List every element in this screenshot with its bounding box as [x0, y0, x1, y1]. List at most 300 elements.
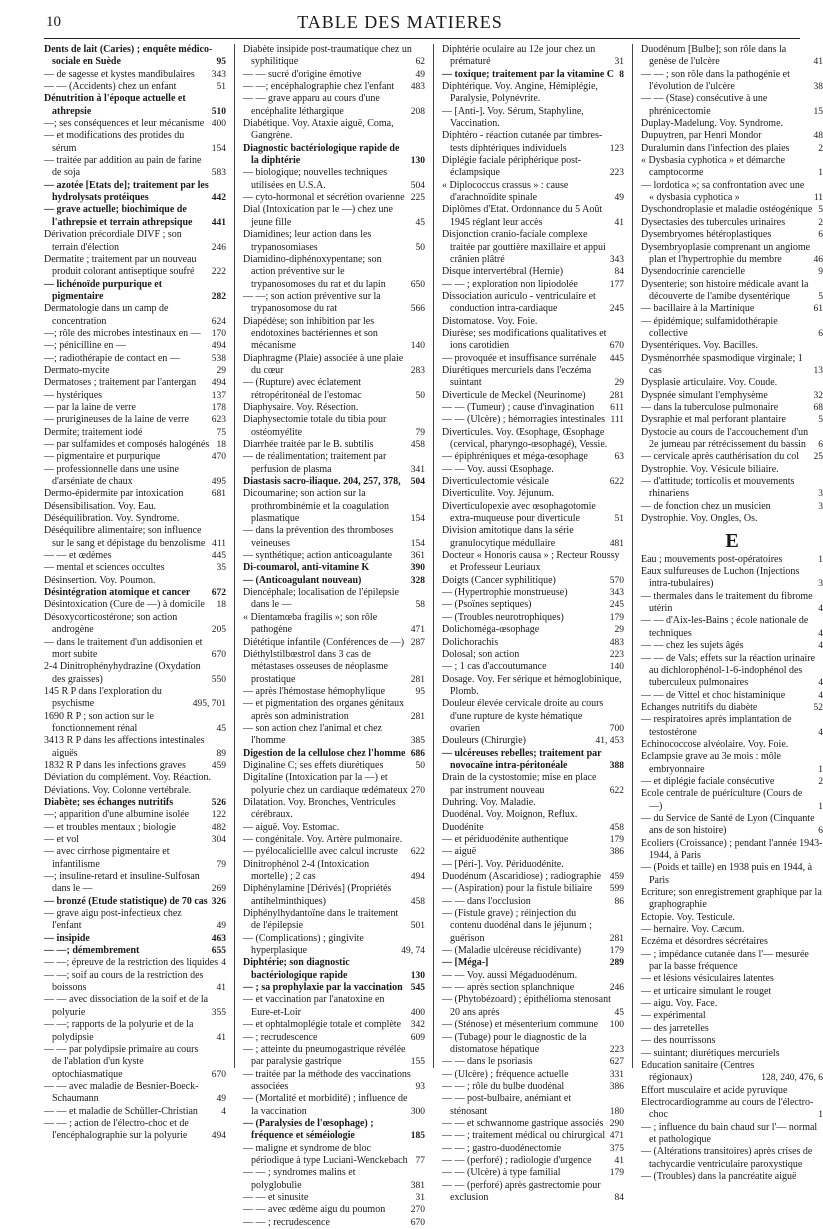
entry-page-ref: 686	[408, 748, 425, 760]
index-entry	[641, 1048, 823, 1060]
entry-page-ref: 342	[408, 1019, 425, 1031]
index-entry	[641, 862, 823, 887]
index-entry	[243, 846, 425, 858]
index-entry	[641, 838, 823, 863]
index-entry	[442, 772, 624, 797]
entry-text: — son action chez l'animal et chez l'homme	[251, 723, 408, 748]
entry-page-ref: 4	[815, 677, 823, 689]
entry-text: — et vaccination par l'anatoxine en Eure-et-Loir	[251, 994, 408, 1019]
index-entry	[44, 612, 226, 637]
index-entry	[641, 180, 823, 205]
entry-page-ref: 185	[408, 1130, 425, 1142]
index-entry	[44, 575, 226, 587]
index-entry	[243, 723, 425, 748]
index-entry	[442, 883, 624, 895]
index-entry	[641, 788, 823, 813]
entry-text: — — (perforé) ; radiologie d'urgence	[450, 1155, 612, 1167]
index-entry	[243, 488, 425, 525]
entry-text: — [Méga-]	[450, 957, 607, 969]
index-entry	[442, 229, 624, 266]
index-entry	[442, 106, 624, 131]
index-entry	[243, 748, 425, 760]
index-entry	[641, 1010, 823, 1022]
entry-text: — — dans le psoriasis	[450, 1056, 607, 1068]
entry-text: Dial (Intoxication par le —) chez une jeune fille	[251, 204, 413, 229]
index-entry	[442, 624, 624, 636]
entry-text: — lichénoïde purpurique et pigmentaire	[52, 279, 209, 304]
entry-text: Duralumin dans l'infection des plaies	[649, 143, 815, 155]
index-entry	[243, 44, 425, 69]
index-entry	[641, 377, 823, 389]
index-entry	[641, 1085, 823, 1097]
entry-text: — dans la prévention des thromboses veineuses	[251, 525, 408, 550]
entry-page-ref: 128, 240, 476, 6	[758, 1072, 823, 1084]
index-entry	[442, 896, 624, 908]
entry-page-ref: 269	[209, 883, 226, 895]
entry-text: — pigmentaire et purpurique	[52, 451, 209, 463]
entry-page-ref: 471	[408, 624, 425, 636]
entry-page-ref: 400	[209, 118, 226, 130]
index-entry	[641, 217, 823, 229]
entry-page-ref: 179	[607, 612, 624, 624]
entry-text: Ecole centrale de puériculture (Cours de —)	[649, 788, 815, 813]
entry-page-ref: 4	[815, 640, 823, 652]
index-entry	[44, 871, 226, 896]
entry-text: Drain de la cystostomie; mise en place par instrument nouveau	[450, 772, 607, 797]
index-entry	[442, 1180, 624, 1205]
index-entry	[641, 1023, 823, 1035]
entry-text: — (Psoïnes septiques)	[450, 599, 607, 611]
index-entry	[44, 1081, 226, 1106]
entry-text: — après l'hémostase hémophylique	[251, 686, 413, 698]
entry-page-ref: 622	[607, 785, 624, 797]
index-entry	[442, 550, 624, 575]
entry-text: — et lésions vésiculaires latentes	[649, 973, 823, 985]
entry-text: Diététique infantile (Conférences de —)	[251, 637, 408, 649]
index-entry	[641, 566, 823, 591]
index-entry	[442, 698, 624, 735]
entry-text: Ecriture; son enregistrement graphique par la graphographie	[649, 887, 823, 912]
index-entry	[641, 279, 823, 304]
entry-text: Dupuytren, par Henri Mondor	[649, 130, 811, 142]
entry-text: — —; encéphalographie chez l'enfant	[251, 81, 408, 93]
index-entry	[641, 615, 823, 640]
entry-page-ref: 386	[607, 846, 624, 858]
entry-page-ref: 50	[413, 390, 426, 402]
entry-text: — — ; syndromes malins et polyglobulie	[251, 1167, 408, 1192]
entry-text: Eaux sulfureuses de Luchon (Injections intra-tubulaires)	[649, 566, 815, 591]
entry-text: — traitée par addition au pain de farine de soja	[52, 155, 209, 180]
entry-text: Duplay-Madelung. Voy. Syndrome.	[649, 118, 823, 130]
entry-text: Diencéphale; localisation de l'épilepsie dans le —	[251, 587, 413, 612]
index-entry	[641, 130, 823, 142]
entry-page-ref: 375	[607, 1143, 624, 1155]
index-entry	[243, 760, 425, 772]
index-entry	[442, 970, 624, 982]
entry-text: — (Maladie ulcéreuse récidivante)	[450, 945, 607, 957]
entry-page-ref: 225	[408, 192, 425, 204]
entry-page-ref: 41	[612, 217, 625, 229]
index-entry	[243, 1093, 425, 1118]
entry-text: —; pénicilline en —	[52, 340, 209, 352]
entry-text: — professionnelle dans une usine d'arséniate de chaux	[52, 464, 209, 489]
index-entry	[442, 328, 624, 353]
entry-page-ref: 41	[214, 1032, 227, 1044]
index-entry	[44, 303, 226, 328]
entry-text: — (Mortalité et morbidité) ; influence de la vaccination	[251, 1093, 408, 1118]
entry-text: Diverticulectomie vésicale	[450, 476, 607, 488]
index-entry	[641, 340, 823, 352]
entry-text: Duodénite	[450, 822, 607, 834]
index-entry	[243, 834, 425, 846]
entry-text: — — de Vals; effets sur la réaction urinaire au dichlorophénol-1-6-indophénol des tuberculeux pulmonaires	[649, 653, 815, 690]
page-header	[0, 12, 800, 34]
index-entry	[44, 846, 226, 871]
entry-text: — ; influence du bain chaud sur l'— normal et pathologique	[649, 1122, 823, 1147]
entry-page-ref: 122	[209, 809, 226, 821]
index-entry	[44, 155, 226, 180]
entry-text: Diverticule de Meckel (Neurinome)	[450, 390, 607, 402]
entry-text: Dermite; traitement iodé	[52, 427, 214, 439]
index-entry	[44, 550, 226, 562]
entry-page-ref: 3	[815, 488, 823, 500]
entry-text: — — et schwannome gastrique associés	[450, 1118, 607, 1130]
entry-page-ref: 1	[815, 801, 823, 813]
entry-page-ref: 84	[612, 266, 625, 278]
entry-text: — suintant; diurétiques mercuriels	[649, 1048, 823, 1060]
entry-text: « Dientamœba fragilis »; son rôle pathogène	[251, 612, 408, 637]
index-entry	[44, 44, 226, 69]
entry-page-ref: 45	[612, 1007, 625, 1019]
entry-page-ref: 445	[607, 353, 624, 365]
index-entry	[442, 1167, 624, 1179]
index-entry	[641, 776, 823, 788]
entry-text: — du Service de Santé de Lyon (Cinquante ans de son histoire)	[649, 813, 815, 838]
entry-text: — pyélocaliciellle avec calcul incruste	[251, 846, 408, 858]
entry-text: Dermatologie dans un camp de concentration	[52, 303, 209, 328]
entry-page-ref: 463	[209, 933, 226, 945]
entry-page-ref: 25	[811, 451, 823, 463]
entry-text: — — Voy. aussi Œsophage.	[450, 464, 624, 476]
entry-page-ref: 281	[408, 674, 425, 686]
entry-page-ref: 11	[811, 192, 823, 204]
entry-text: — — (Ulcère) à type familial	[450, 1167, 607, 1179]
entry-page-ref: 51	[612, 513, 625, 525]
entry-page-ref: 2	[815, 776, 823, 788]
entry-page-ref: 245	[607, 303, 624, 315]
index-entry	[641, 949, 823, 974]
index-entry	[44, 81, 226, 93]
entry-text: Diéthylstilbœstrol dans 3 cas de métastases osseuses de néoplasme prostatique	[251, 649, 408, 686]
index-entry	[44, 822, 226, 834]
entry-page-ref: 48	[811, 130, 823, 142]
entry-page-ref: 45	[413, 217, 426, 229]
index-entry	[641, 513, 823, 525]
entry-page-ref: 5	[815, 291, 823, 303]
entry-text: — provoquée et insuffisance surrénale	[450, 353, 607, 365]
entry-page-ref: 3	[815, 501, 823, 513]
index-entry	[44, 933, 226, 945]
entry-page-ref: 1	[815, 554, 823, 566]
entry-page-ref: 29	[612, 377, 625, 389]
entry-page-ref: 495, 701	[190, 698, 226, 710]
entry-page-ref: 526	[209, 797, 226, 809]
entry-text: Dysembryomes hétéroplastiques	[649, 229, 815, 241]
entry-page-ref: 270	[408, 1204, 425, 1216]
entry-text: — — de Vittel et choc histaminique	[649, 690, 815, 702]
entry-text: — (Hypertrophie monstrueuse)	[450, 587, 607, 599]
entry-page-ref: 154	[408, 538, 425, 550]
entry-page-ref: 205	[209, 624, 226, 636]
index-entry	[442, 266, 624, 278]
index-entry	[442, 69, 624, 81]
entry-page-ref: 681	[209, 488, 226, 500]
index-entry	[44, 785, 226, 797]
index-entry	[442, 846, 624, 858]
index-entry	[442, 822, 624, 834]
entry-page-ref: 504	[408, 180, 425, 192]
entry-page-ref: 13	[811, 365, 823, 377]
index-entry	[442, 155, 624, 180]
entry-text: Digestion de la cellulose chez l'homme	[251, 748, 408, 760]
index-entry	[442, 1118, 624, 1130]
entry-page-ref: 89	[214, 748, 227, 760]
entry-text: — et troubles mentaux ; biologie	[52, 822, 209, 834]
index-entry	[44, 1019, 226, 1044]
entry-page-ref: 179	[607, 945, 624, 957]
entry-text: — lordotica »; sa confrontation avec une « dysbasia cyphotica »	[649, 180, 811, 205]
header-rule	[44, 38, 800, 39]
entry-text: — — chez les sujets âgés	[649, 640, 815, 652]
entry-page-ref: 93	[413, 1081, 426, 1093]
entry-page-ref: 328	[408, 575, 425, 587]
entry-text: Diamidines; leur action dans les trypanosomiases	[251, 229, 413, 254]
index-entry	[442, 637, 624, 649]
entry-page-ref: 4	[815, 628, 823, 640]
entry-text: Disque intervertébral (Hernie)	[450, 266, 612, 278]
index-entry	[641, 316, 823, 341]
entry-text: — —; démembrement	[52, 945, 209, 957]
index-entry	[641, 402, 823, 414]
index-entry	[44, 93, 226, 118]
entry-page-ref: 77	[413, 1155, 426, 1167]
index-entry	[641, 653, 823, 690]
index-entry	[44, 390, 226, 402]
entry-page-ref: 4	[218, 957, 226, 969]
index-entry	[44, 488, 226, 500]
index-entry	[243, 637, 425, 649]
entry-text: Dolichoméga-œsophage	[450, 624, 612, 636]
entry-text: — et urticaire simulant le rouget	[649, 986, 823, 998]
index-entry	[243, 69, 425, 81]
index-entry	[641, 353, 823, 378]
index-column-4	[641, 44, 823, 1074]
entry-text: Dysentériques. Voy. Bacilles.	[649, 340, 823, 352]
index-entry	[641, 451, 823, 463]
entry-text: Diaphragme (Plaie) associée à une plaie du cœur	[251, 353, 408, 378]
index-entry	[442, 834, 624, 846]
index-entry	[641, 1035, 823, 1047]
index-entry	[641, 912, 823, 924]
index-entry	[44, 229, 226, 254]
index-entry	[641, 714, 823, 739]
entry-text: 3413 R P dans les affections intestinales aiguës	[52, 735, 214, 760]
entry-text: Electrocardiogramme au cours de l'électro-choc	[649, 1097, 815, 1122]
entry-text: — (Fistule grave) ; réinjection du contenu duodénal dans le jéjunum ; guérison	[450, 908, 607, 945]
index-entry	[442, 871, 624, 883]
index-entry	[243, 562, 425, 574]
entry-text: — de réalimentation; traitement par perfusion de plasma	[251, 451, 408, 476]
entry-page-ref: 4	[815, 727, 823, 739]
entry-page-ref: 45	[214, 723, 227, 735]
entry-page-ref: 137	[209, 390, 226, 402]
entry-text: Doigts (Cancer syphilitique)	[450, 575, 607, 587]
entry-text: — dans la tuberculose pulmonaire	[649, 402, 811, 414]
entry-text: — — ; action de l'électro-choc et de l'encéphalographie sur la polyurie	[52, 1118, 209, 1143]
entry-text: — azotée [Etats de]; traitement par les hydrolysats protéiques	[52, 180, 209, 205]
entry-page-ref: 470	[209, 451, 226, 463]
entry-text: — aiguë. Voy. Estomac.	[251, 822, 425, 834]
entry-text: 2-4 Dinitrophényhydrazine (Oxydation des graisses)	[52, 661, 209, 686]
index-entry	[243, 1044, 425, 1069]
entry-text: — — sucré d'origine émotive	[251, 69, 413, 81]
entry-text: Disjonction cranio-faciale complexe traitée par gouttière maxillaire et appui crânien plâtré	[450, 229, 607, 266]
index-entry	[641, 640, 823, 652]
section-letter: E	[641, 535, 823, 547]
entry-page-ref: 441	[209, 217, 226, 229]
entry-text: — — ; son rôle dans la pathogénie et l'évolution de l'ulcère	[649, 69, 811, 94]
index-entry	[442, 1056, 624, 1068]
index-entry	[442, 612, 624, 624]
index-entry	[243, 686, 425, 698]
entry-page-ref: 361	[408, 550, 425, 562]
index-entry	[641, 1097, 823, 1122]
index-entry	[641, 998, 823, 1010]
entry-text: Douleurs (Chirurgie)	[450, 735, 593, 747]
entry-page-ref: 4	[815, 603, 823, 615]
index-entry	[44, 637, 226, 662]
entry-text: — (Ulcère) ; fréquence actuelle	[450, 1069, 607, 1081]
index-entry	[44, 365, 226, 377]
index-entry	[44, 279, 226, 304]
entry-text: Diabétique. Voy. Ataxie aiguë, Coma, Gangrène.	[251, 118, 425, 143]
index-entry	[243, 1118, 425, 1143]
entry-text: Dicoumarine; son action sur la prothrombinémie et la coagulation plasmatique	[251, 488, 408, 525]
entry-text: — hernaire. Voy. Cæcum.	[649, 924, 823, 936]
index-entry	[243, 1217, 425, 1229]
entry-page-ref: 281	[607, 390, 624, 402]
entry-page-ref: 501	[408, 920, 425, 932]
index-entry	[44, 994, 226, 1019]
entry-page-ref: 458	[607, 822, 624, 834]
entry-page-ref: 5	[815, 414, 823, 426]
entry-text: Déséquilibre alimentaire; son influence sur le sang et dépistage du benzolisme	[52, 525, 209, 550]
entry-text: — [Anti-]. Voy. Sérum, Staphyline, Vaccination.	[450, 106, 624, 131]
entry-text: — —; rapports de la polyurie et de la polydipsie	[52, 1019, 214, 1044]
index-entry	[243, 1204, 425, 1216]
entry-text: « Diplococcus crassus » : cause d'arachnoïdite spinale	[450, 180, 612, 205]
index-entry	[44, 377, 226, 389]
entry-page-ref: 623	[209, 414, 226, 426]
index-entry	[442, 809, 624, 821]
entry-text: Diphtérie oculaire au 12e jour chez un prématuré	[450, 44, 612, 69]
index-entry	[641, 93, 823, 118]
entry-page-ref: 545	[408, 982, 425, 994]
entry-text: — bacillaire à la Martinique	[649, 303, 811, 315]
entry-page-ref: 459	[209, 760, 226, 772]
index-entry	[442, 1143, 624, 1155]
entry-text: Diagnostic bactériologique rapide de la diphtérie	[251, 143, 408, 168]
entry-page-ref: 4	[218, 1106, 226, 1118]
index-entry	[243, 476, 425, 488]
entry-page-ref: 270	[408, 785, 425, 797]
entry-text: —; rôle des microbes intestinaux en —	[52, 328, 209, 340]
entry-text: — aigu. Voy. Face.	[649, 998, 823, 1010]
entry-text: Dysraphie et mal perforant plantaire	[649, 414, 815, 426]
index-entry	[243, 822, 425, 834]
entry-page-ref: 6	[815, 328, 823, 340]
index-entry	[243, 167, 425, 192]
entry-page-ref: 100	[607, 1019, 624, 1031]
entry-page-ref: 622	[408, 846, 425, 858]
entry-page-ref: 341	[408, 464, 425, 476]
entry-text: Dermato-mycite	[52, 365, 214, 377]
entry-page-ref: 179	[607, 1167, 624, 1179]
entry-text: — —; son action préventive sur la trypanosomose du rat	[251, 291, 408, 316]
index-entry	[641, 1146, 823, 1171]
entry-text: — (Altérations transitoires) après crises de tachycardie ventriculaire paroxystique	[649, 1146, 823, 1171]
index-entry	[44, 439, 226, 451]
entry-page-ref: 223	[607, 167, 624, 179]
entry-text: — ; atteinte du pneumogastrique révélée par paralysie gastrique	[251, 1044, 408, 1069]
index-entry	[442, 81, 624, 106]
index-entry	[243, 797, 425, 822]
index-entry	[641, 303, 823, 315]
index-entry	[243, 883, 425, 908]
index-entry	[442, 427, 624, 452]
entry-text: Education sanitaire (Centres régionaux)	[649, 1060, 758, 1085]
index-entry	[442, 476, 624, 488]
index-entry	[641, 887, 823, 912]
entry-page-ref: 458	[408, 439, 425, 451]
index-entry	[641, 591, 823, 616]
index-entry	[44, 340, 226, 352]
entry-page-ref: 31	[413, 1192, 426, 1204]
entry-page-ref: 123	[607, 143, 624, 155]
index-entry	[243, 439, 425, 451]
entry-page-ref: 38	[811, 81, 823, 93]
index-entry	[442, 908, 624, 945]
entry-page-ref: 550	[209, 674, 226, 686]
entry-page-ref: 140	[607, 661, 624, 673]
entry-text: 1832 R P dans les infections graves	[52, 760, 209, 772]
entry-text: Déséquilibration. Voy. Syndrome.	[52, 513, 226, 525]
entry-text: —; apparition d'une albumine isolée	[52, 809, 209, 821]
entry-page-ref: 86	[612, 896, 625, 908]
entry-page-ref: 388	[607, 760, 624, 772]
index-entry	[44, 599, 226, 611]
entry-text: Diphtéro - réaction cutanée par timbres-tests diphtériques individuels	[450, 130, 607, 155]
entry-page-ref: 495	[209, 476, 226, 488]
index-entry	[44, 896, 226, 908]
index-entry	[243, 550, 425, 562]
index-entry	[442, 525, 624, 550]
entry-text: —; ses conséquences et leur mécanisme	[52, 118, 209, 130]
entry-page-ref: 459	[607, 871, 624, 883]
entry-page-ref: 246	[209, 242, 226, 254]
entry-page-ref: 8	[616, 69, 624, 81]
index-entry	[243, 377, 425, 402]
